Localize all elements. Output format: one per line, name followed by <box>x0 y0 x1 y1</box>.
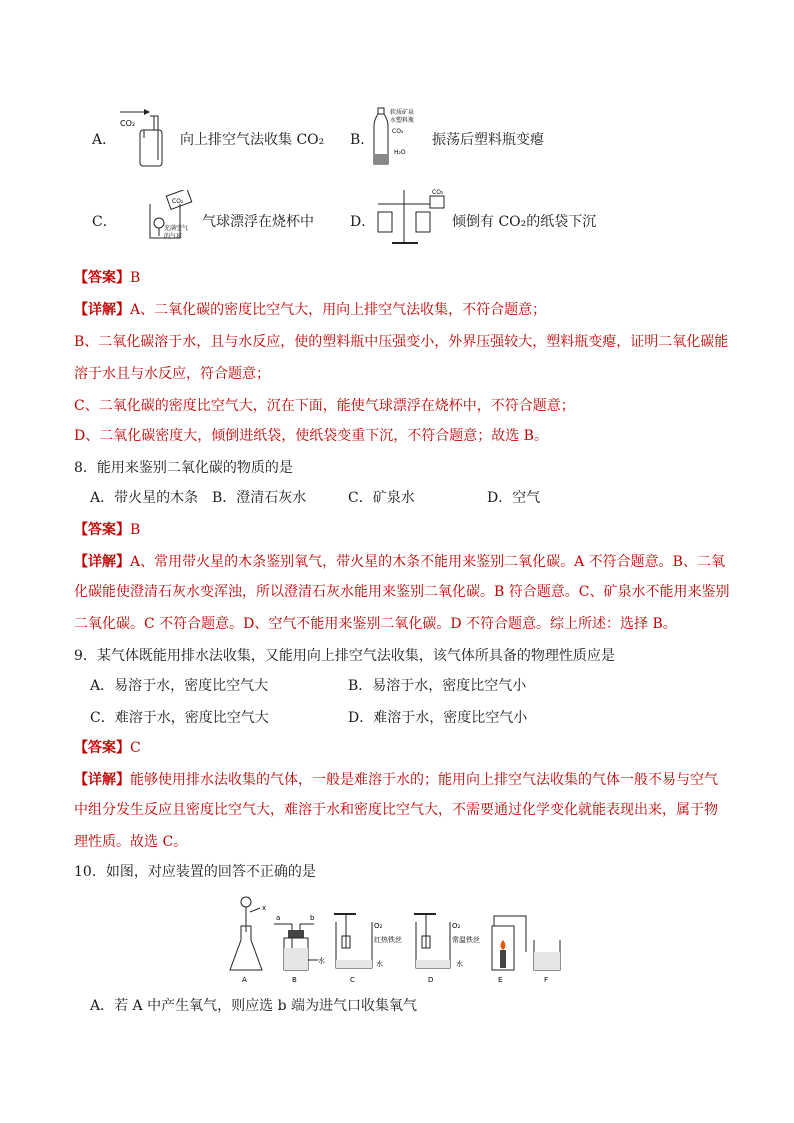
label-o2-2: O₂ <box>452 922 461 930</box>
apparatus-c <box>334 914 402 984</box>
q7-figure-c <box>146 190 202 246</box>
label-a-apparatus: A <box>242 976 247 984</box>
label-a: a <box>276 914 281 922</box>
q8-option-d: D．空气 <box>487 490 541 506</box>
detail-tag: 【详解】 <box>74 554 130 570</box>
label-water-1: 水 <box>318 957 325 965</box>
q7-figure-d-label: CO₂ <box>432 189 444 196</box>
label-hot-iron: 红热铁丝 <box>374 936 402 944</box>
q7-detail-line-2: B、二氧化碳溶于水，且与水反应，使的塑料瓶中压强变小，外界压强较大，塑料瓶变瘪，证明二氧化碳能 <box>74 334 729 350</box>
label-water-3: 水 <box>456 960 463 968</box>
q7-option-a-text: 向上排空气法收集 CO₂ <box>180 132 325 148</box>
label-e-apparatus: E <box>498 976 503 984</box>
label-b: b <box>310 914 315 922</box>
q7-figure-b-label-3: CO₂ <box>392 128 404 135</box>
label-water-2: 水 <box>376 960 383 968</box>
q10-apparatus-figure <box>226 892 566 988</box>
q7-figure-b-label-2: 水塑料瓶 <box>390 117 415 124</box>
label-c-apparatus: C <box>350 976 355 984</box>
answer-tag: 【答案】 <box>74 740 130 756</box>
q7-figure-c-label-2: 充满空气 <box>164 225 189 232</box>
q7-detail-line-4: C、二氧化碳的密度比空气大，沉在下面，能使气球漂浮在烧杯中，不符合题意； <box>74 398 575 414</box>
apparatus-f <box>534 940 560 984</box>
q8-detail-line-1 <box>74 552 725 572</box>
q7-option-b-letter: B． <box>350 132 375 148</box>
label-b-apparatus: B <box>292 976 297 984</box>
q8-detail-line-3: 二氧化碳。C 不符合题意。D、空气不能用来鉴别二氧化碳。D 不符合题意。综上所述：选择 B。 <box>74 616 677 632</box>
q7-detail-line-3: 溶于水且与水反应，符合题意； <box>74 366 270 382</box>
q7-option-a-letter: A． <box>92 132 117 148</box>
answer-value: C <box>130 740 141 756</box>
q10-option-a: A．若 A 中产生氧气，则应选 b 端为进气口收集氧气 <box>90 998 417 1014</box>
apparatus-a <box>230 897 266 984</box>
q7-answer <box>74 268 140 288</box>
answer-tag: 【答案】 <box>74 270 130 286</box>
label-x: x <box>262 904 267 912</box>
q7-figure-c-label-1: CO₂ <box>172 198 184 205</box>
q7-figure-b <box>370 104 432 170</box>
apparatus-b <box>274 914 325 984</box>
q8-option-a: A．带火星的木条 <box>90 490 199 506</box>
q7-figure-b-label-4: H₂O <box>394 149 406 156</box>
apparatus-e <box>492 916 526 984</box>
q9-answer <box>74 738 141 758</box>
q8-answer <box>74 520 140 540</box>
q7-figure-d <box>372 186 452 248</box>
q9-stem: 9．某气体既能用排水法收集，又能用向上排空气法收集，该气体所具备的物理性质应是 <box>74 648 615 664</box>
apparatus-d <box>414 914 480 984</box>
q9-detail-line-2: 中组分发生反应且密度比空气大，难溶于水和密度比空气大，不需要通过化学变化就能表现出来，属于物 <box>74 802 718 818</box>
label-cold-iron: 常温铁丝 <box>452 936 480 944</box>
q7-detail-line-1 <box>74 300 546 320</box>
detail-text: 能够使用排水法收集的气体，一般是难溶于水的；能用向上排空气法收集的气体一般不易与空气 <box>130 772 718 788</box>
q8-stem: 8．能用来鉴别二氧化碳的物质的是 <box>74 460 293 476</box>
label-d-apparatus: D <box>428 976 434 984</box>
answer-value: B <box>130 522 141 538</box>
q9-option-d: D．难溶于水，密度比空气小 <box>348 710 528 726</box>
q7-figure-a-label: CO₂ <box>120 119 136 128</box>
q7-figure-a <box>114 104 178 170</box>
q7-option-c-letter: C． <box>92 214 117 230</box>
detail-tag: 【详解】 <box>74 772 130 788</box>
q7-figure-b-label-1: 软质矿泉 <box>390 109 415 116</box>
answer-value: B <box>130 270 141 286</box>
q7-option-d-text: 倾倒有 CO₂的纸袋下沉 <box>452 214 597 230</box>
detail-tag: 【详解】 <box>74 302 130 318</box>
detail-text: A、二氧化碳的密度比空气大，用向上排空气法收集，不符合题意； <box>130 302 547 318</box>
answer-tag: 【答案】 <box>74 522 130 538</box>
q9-option-b: B．易溶于水，密度比空气小 <box>348 678 527 694</box>
q7-option-d-letter: D． <box>350 214 376 230</box>
q8-option-b: B．澄清石灰水 <box>212 490 307 506</box>
detail-text: A、常用带火星的木条鉴别氧气，带火星的木条不能用来鉴别二氧化碳。A 不符合题意。B、二氧 <box>130 554 725 570</box>
q7-option-c-text: 气球漂浮在烧杯中 <box>202 214 314 230</box>
q9-option-a: A．易溶于水，密度比空气大 <box>90 678 269 694</box>
q10-stem: 10．如图，对应装置的回答不正确的是 <box>74 864 316 880</box>
q8-option-c: C．矿泉水 <box>348 490 415 506</box>
q7-option-b-text: 振荡后塑料瓶变瘪 <box>432 132 544 148</box>
q7-figure-c-label-3: 的气球 <box>164 233 183 240</box>
q7-detail-line-5: D、二氧化碳密度大，倾倒进纸袋，使纸袋变重下沉，不符合题意；故选 B。 <box>74 428 548 444</box>
q9-detail-line-3: 理性质。故选 C。 <box>74 834 188 850</box>
label-o2-1: O₂ <box>374 922 383 930</box>
q9-detail-line-1 <box>74 770 718 790</box>
q9-option-c: C．难溶于水，密度比空气大 <box>90 710 269 726</box>
q8-detail-line-2: 化碳能使澄清石灰水变浑浊，所以澄清石灰水能用来鉴别二氧化碳。B 符合题意。C、矿泉水不能用来鉴别 <box>74 584 730 600</box>
label-f-apparatus: F <box>544 976 549 984</box>
